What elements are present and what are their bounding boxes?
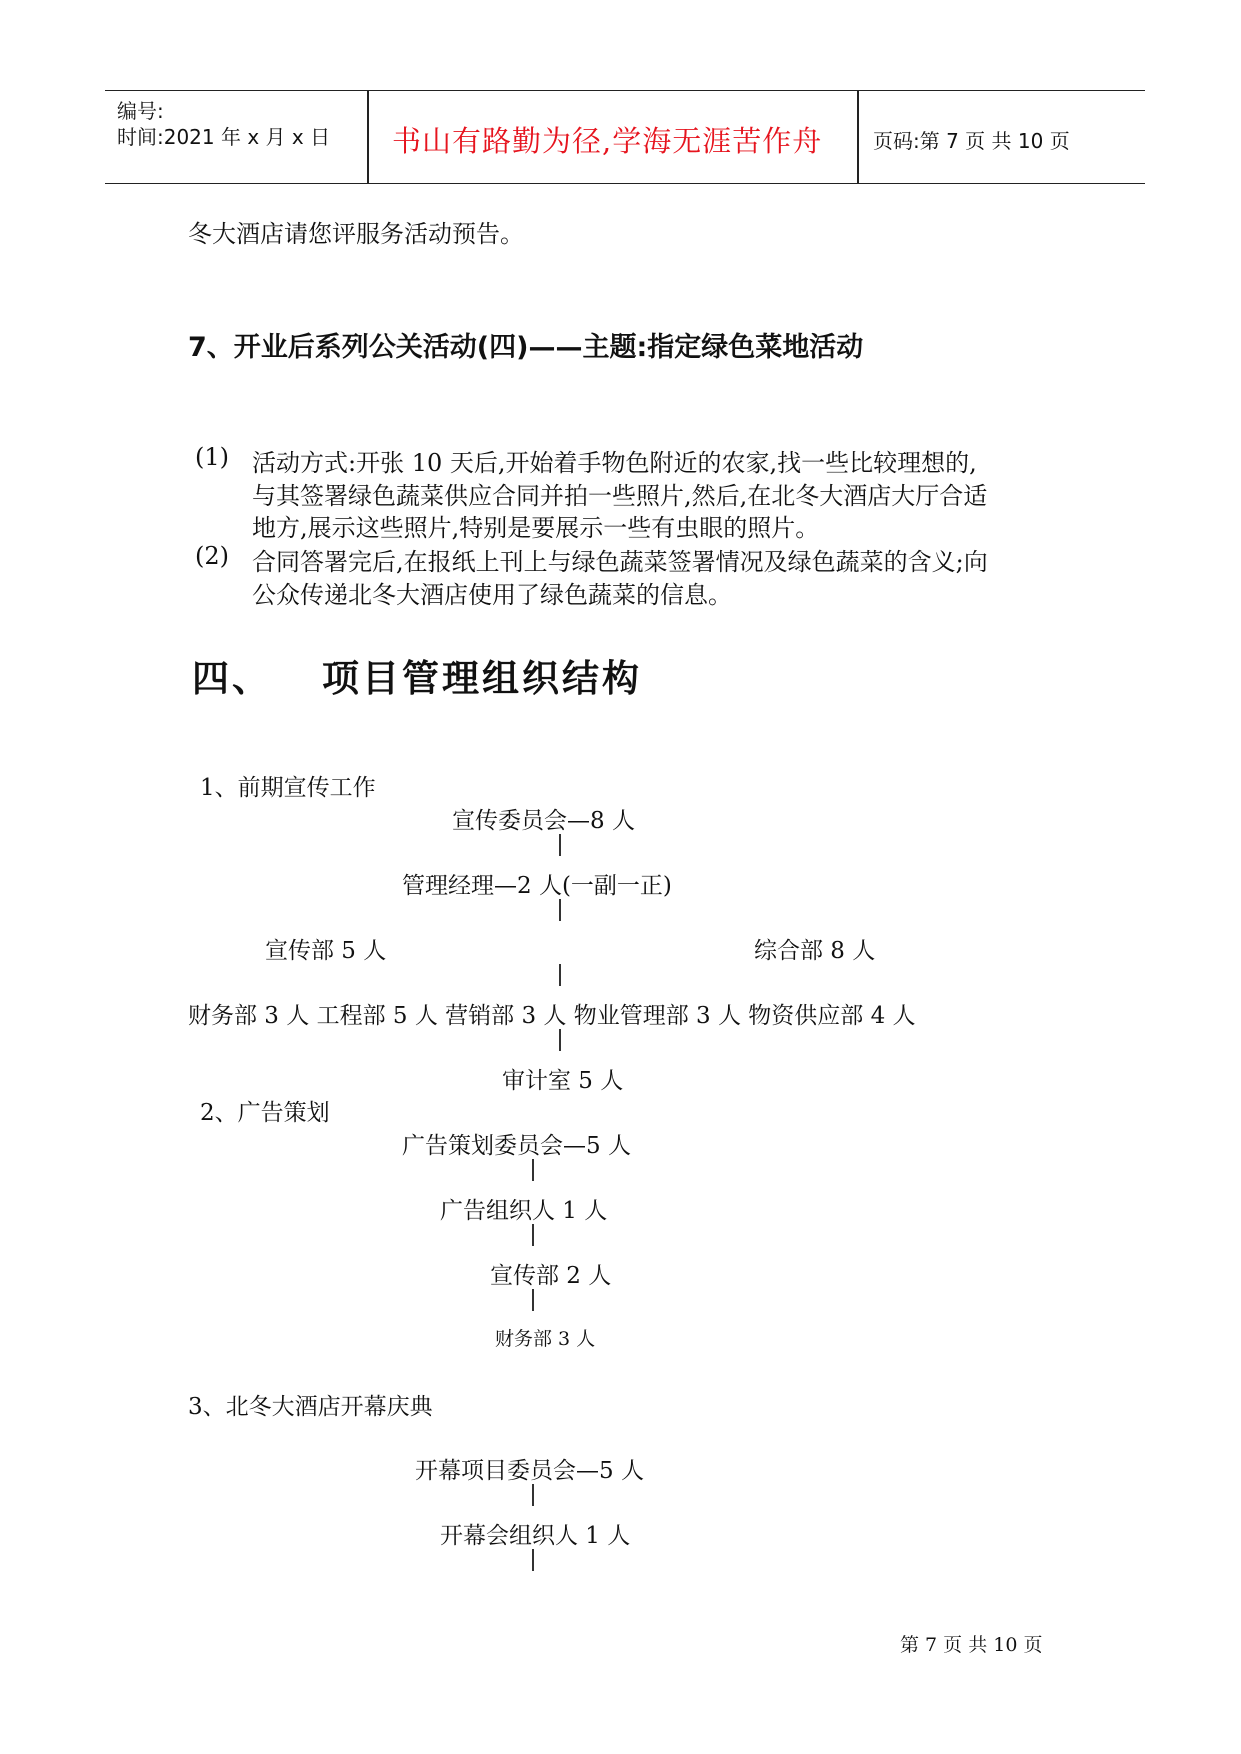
- list-item-text: 合同答署完后,在报纸上刊上与绿色蔬菜签署情况及绿色蔬菜的含义;向: [252, 548, 988, 576]
- page-footer: 第 7 页 共 10 页: [900, 1634, 1043, 1656]
- org-node-committee: 开幕项目委员会—5 人: [415, 1458, 644, 1484]
- org-heading: 3、北冬大酒店开幕庆典: [188, 1394, 433, 1420]
- org-connector: [559, 964, 561, 986]
- org-connector: [532, 1224, 534, 1246]
- org-node-committee: 宣传委员会—8 人: [452, 808, 635, 834]
- org-heading: 2、广告策划: [200, 1100, 330, 1126]
- list-item-number: (1): [195, 443, 229, 471]
- chapter-title: 项目管理组织结构: [322, 657, 642, 700]
- org-connector: [559, 834, 561, 856]
- list-item-text: 地方,展示这些照片,特别是要展示一些有虫眼的照片。: [252, 514, 820, 542]
- header-number-label: 编号:: [117, 99, 164, 123]
- header-time-label: 时间:2021 年 x 月 x 日: [117, 125, 331, 149]
- org-node-general: 综合部 8 人: [754, 938, 876, 964]
- header-page-label: 页码:第 7 页 共 10 页: [873, 129, 1070, 153]
- intro-line: 冬大酒店请您评服务活动预告。: [188, 220, 524, 248]
- org-connector: [532, 1289, 534, 1311]
- org-node-organizer: 开幕会组织人 1 人: [440, 1523, 631, 1549]
- list-item-text: 与其签署绿色蔬菜供应合同并拍一些照片,然后,在北冬大酒店大厅合适: [252, 482, 988, 510]
- org-connector: [559, 899, 561, 921]
- chapter-number: 四、: [192, 657, 272, 700]
- org-node-organizer: 广告组织人 1 人: [440, 1198, 608, 1224]
- org-connector: [532, 1549, 534, 1571]
- org-connector: [559, 1029, 561, 1051]
- org-node-audit: 审计室 5 人: [502, 1068, 624, 1094]
- header-divider: [367, 91, 369, 183]
- org-connector: [532, 1484, 534, 1506]
- org-node-publicity: 宣传部 2 人: [490, 1263, 612, 1289]
- org-node-finance: 财务部 3 人: [495, 1328, 596, 1350]
- org-connector: [532, 1159, 534, 1181]
- section-heading: 7、开业后系列公关活动(四)——主题:指定绿色菜地活动: [188, 332, 864, 363]
- list-item-number: (2): [195, 542, 229, 570]
- page-header: [105, 90, 1145, 184]
- header-divider: [857, 91, 859, 183]
- org-node-departments: 财务部 3 人 工程部 5 人 营销部 3 人 物业管理部 3 人 物资供应部 4 人: [188, 1003, 916, 1029]
- org-heading: 1、前期宣传工作: [200, 775, 376, 801]
- org-node-publicity: 宣传部 5 人: [265, 938, 387, 964]
- header-motto: 书山有路勤为径,学海无涯苦作舟: [392, 124, 823, 158]
- org-node-manager: 管理经理—2 人(一副一正): [402, 873, 672, 899]
- list-item-text: 公众传递北冬大酒店使用了绿色蔬菜的信息。: [252, 581, 732, 609]
- org-node-committee: 广告策划委员会—5 人: [402, 1133, 631, 1159]
- list-item-text: 活动方式:开张 10 天后,开始着手物色附近的农家,找一些比较理想的,: [252, 449, 977, 477]
